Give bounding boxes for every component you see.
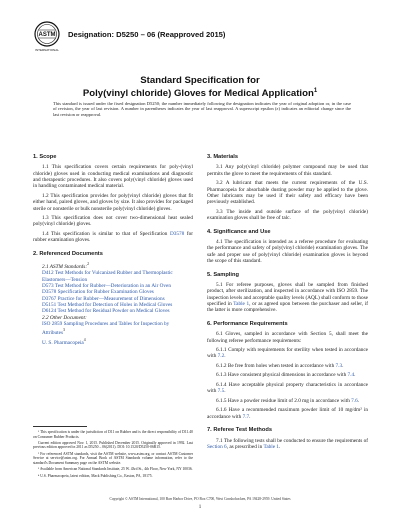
link-d6124[interactable]: D6124 xyxy=(42,308,57,315)
link-d573[interactable]: D573 xyxy=(42,283,54,289)
copyright-footer: Copyright © ASTM International, 100 Barr Harbor Drive, PO Box C700, West Conshohocken, PA 19428-2959. United States xyxy=(109,497,291,501)
ref-item: D3578 Specification for Rubber Examination Gloves xyxy=(42,289,154,296)
link-7-7[interactable]: 7.7 xyxy=(242,413,250,420)
para-1-3: 1.3 This specification does not cover two-dimensional heat sealed poly(vinyl chloride) gloves. xyxy=(33,215,193,228)
para-5-1: 5.1 For referee purposes, gloves shall be sampled from finished product, after sterilization, and inspected in accordance with ISO 2859. The inspection levels and acceptable quality levels (AQL) shall conform to those specified in Table 1, or as agreed upon between the purchaser and seller, if the latter is more comprehensive. xyxy=(207,281,368,314)
ref-item: D3767 Practice for Rubber—Measurement of Dimensions xyxy=(42,295,165,302)
link-d5151[interactable]: D5151 xyxy=(42,302,57,309)
para-6-1: 6.1 Gloves, sampled in accordance with Section 5, shall meet the following referee performance requirements: xyxy=(207,331,368,344)
section-6-heading: 6. Performance Requirements xyxy=(207,320,288,327)
para-1-1: 1.1 This specification covers certain requirements for poly-(vinyl chloride) gloves used in conducting medical examinations and diagnostic and therapeutic procedures. It also covers poly(vinyl chloride) gloves used in handling contaminated medical material. xyxy=(33,164,193,190)
section-1-heading: 1. Scope xyxy=(33,154,57,160)
link-section-6[interactable]: Section 6 xyxy=(207,443,227,450)
ref-item: D6124 Test Method for Residual Powder on Medical Gloves xyxy=(42,308,170,315)
link-7-6[interactable]: 7.6 xyxy=(351,397,358,404)
title-footnote-ref: 1 xyxy=(313,88,318,94)
link-d3578[interactable]: D3578 xyxy=(170,231,185,237)
footnote-2: ² For referenced ASTM standards, visit the ASTM website, www.astm.org, or contact ASTM Customer Service at service@astm.org. For Annual Book of ASTM Standards volume information, refer to the standard's Document Summary page on the ASTM website. xyxy=(33,451,193,465)
link-7-5[interactable]: 7.5 xyxy=(217,388,225,395)
svg-text:ASTM: ASTM xyxy=(38,32,56,38)
ref-item: D573 Test Method for Rubber—Deterioration in an Air Oven xyxy=(42,283,172,289)
page-number: 1 xyxy=(198,505,202,510)
ref-item-iso: ISO 2859 Sampling Procedures and Tables for Inspection by Attributes$^3$ xyxy=(42,321,170,337)
other-document-label: 2.2 Other Document: xyxy=(42,314,87,321)
intro-note: This standard is issued under the fixed designation D5250; the number immediately following the designation indicates the year of original adoption or, in the case of revision, the year of last revision. A number in parentheses indicates the year of last reapproval. A superscript epsilon (ε) indicates an editorial change since the last revision or reapproval. xyxy=(53,101,351,117)
section-4-heading: 4. Significance and Use xyxy=(207,228,271,235)
designation: Designation: D5250 – 06 (Reapproved 2015) xyxy=(68,30,226,39)
para-1-2: 1.2 This specification provides for poly(vinyl chloride) gloves that fit either hand, paired gloves, and gloves by size. It also provides for packaged sterile or nonsterile or bulk nonsterile poly(vinyl chloride) gloves. xyxy=(33,192,193,212)
para-3-2: 3.2 A lubricant that meets the current requirements of the U.S. Pharmacopeia for absorbable dusting powder may be applied to the glove. Other lubricants may be used if their safety and efficacy have been previously established. xyxy=(207,180,368,206)
para-6-1-5: 6.1.5 Have a powder residue limit of 2.0 mg in accordance with 7.6. xyxy=(216,397,360,404)
footnote-4: ⁴ U.S. Pharmacopeia, latest edition, Mack Publishing Co., Easton, PA, 18175. xyxy=(38,473,153,478)
link-7-4[interactable]: 7.4 xyxy=(347,372,355,379)
para-6-1-2: 6.1.2 Be free from holes when tested in accordance with 7.3. xyxy=(216,362,344,369)
link-table-1[interactable]: Table 1 xyxy=(233,300,250,307)
link-d412[interactable]: D412 xyxy=(42,270,54,277)
ref-item-usp: U. S. Pharmacopeia$^4$ xyxy=(42,337,86,346)
link-table-1b[interactable]: Table 1 xyxy=(263,443,280,450)
para-6-1-1: 6.1.1 Comply with requirements for sterility when tested in accordance with 7.2. xyxy=(207,347,368,360)
footnote-3: ³ Available from American National Standards Institute, 25 W. 43rd St., 4th Floor, New York, NY 10036. xyxy=(38,467,193,472)
section-7-heading: 7. Referee Test Methods xyxy=(207,427,273,434)
link-7-2[interactable]: 7.2 xyxy=(217,353,225,360)
para-4-1: 4.1 The specification is intended as a referee procedure for evaluating the performance and safety of poly(vinyl chloride) examination gloves. The safe and proper use of poly(vinyl chloride) examination gloves is beyond the scope of this standard. xyxy=(207,239,368,265)
para-6-1-6: 6.1.6 Have a recommended maximum powder limit of 10 mg/dm² in accordance with 7.7. xyxy=(207,407,368,420)
para-3-1: 3.1 Any poly(vinyl chloride) polymer compound may be used that permits the glove to meet the requirements of this standard. xyxy=(207,164,368,177)
link-d3767[interactable]: D3767 xyxy=(42,295,57,302)
section-3-heading: 3. Materials xyxy=(207,154,238,160)
section-2-heading: 2. Referenced Documents xyxy=(33,250,103,257)
ref-item: D5151 Test Method for Detection of Holes in Medical Gloves xyxy=(42,302,173,309)
page-title xyxy=(0,75,400,99)
svg-text:INTERNATIONAL: INTERNATIONAL xyxy=(35,48,59,52)
link-d3578-ref[interactable]: D3578 xyxy=(42,289,57,296)
ref-item: D412 Test Methods for Vulcanized Rubber and Thermoplastic Elastomers—Tension xyxy=(42,270,173,283)
footnote-1: ¹ This specification is under the jurisdiction of D11 on Rubber and is the direct responsibility of D11.40 on Consumer Rubber Products. xyxy=(33,430,193,439)
right-column xyxy=(207,154,368,453)
section-5-heading: 5. Sampling xyxy=(207,271,239,278)
footnotes xyxy=(33,430,193,480)
footnote-1b: Current edition approved Nov. 1, 2015. Published December 2015. Originally approved in 1992. Last previous edition approved in 2011 as D5250 – 06(2011). DOI: 10.1520/D5250-06R15. xyxy=(33,440,193,450)
para-3-3: 3.3 The inside and outside surface of the poly(vinyl chloride) examination gloves shall be free of talc. xyxy=(207,208,368,222)
footnote-divider xyxy=(33,426,87,427)
title-line-1: Standard Specification for xyxy=(140,75,260,86)
para-1-4: 1.4 This specification is similar to that of Specification D3578 for rubber examination gloves. xyxy=(33,231,194,244)
link-7-3[interactable]: 7.3 xyxy=(335,362,343,369)
title-line-2: Poly(vinyl chloride) Gloves for Medical Application$^1$ xyxy=(82,88,318,100)
para-6-1-3: 6.1.3 Have consistent physical dimensions in accordance with 7.4. xyxy=(216,372,356,379)
para-6-1-4: 6.1.4 Have acceptable physical property characteristics in accordance with 7.5. xyxy=(207,381,368,395)
left-column xyxy=(33,154,193,346)
para-7-1: 7.1 The following tests shall be conducted to ensure the requirements of Section 6, as prescribed in Table 1. xyxy=(207,437,368,450)
astm-logo-icon xyxy=(34,21,60,57)
astm-standards-label: 2.1 ASTM Standards:$^2$ xyxy=(42,262,89,270)
